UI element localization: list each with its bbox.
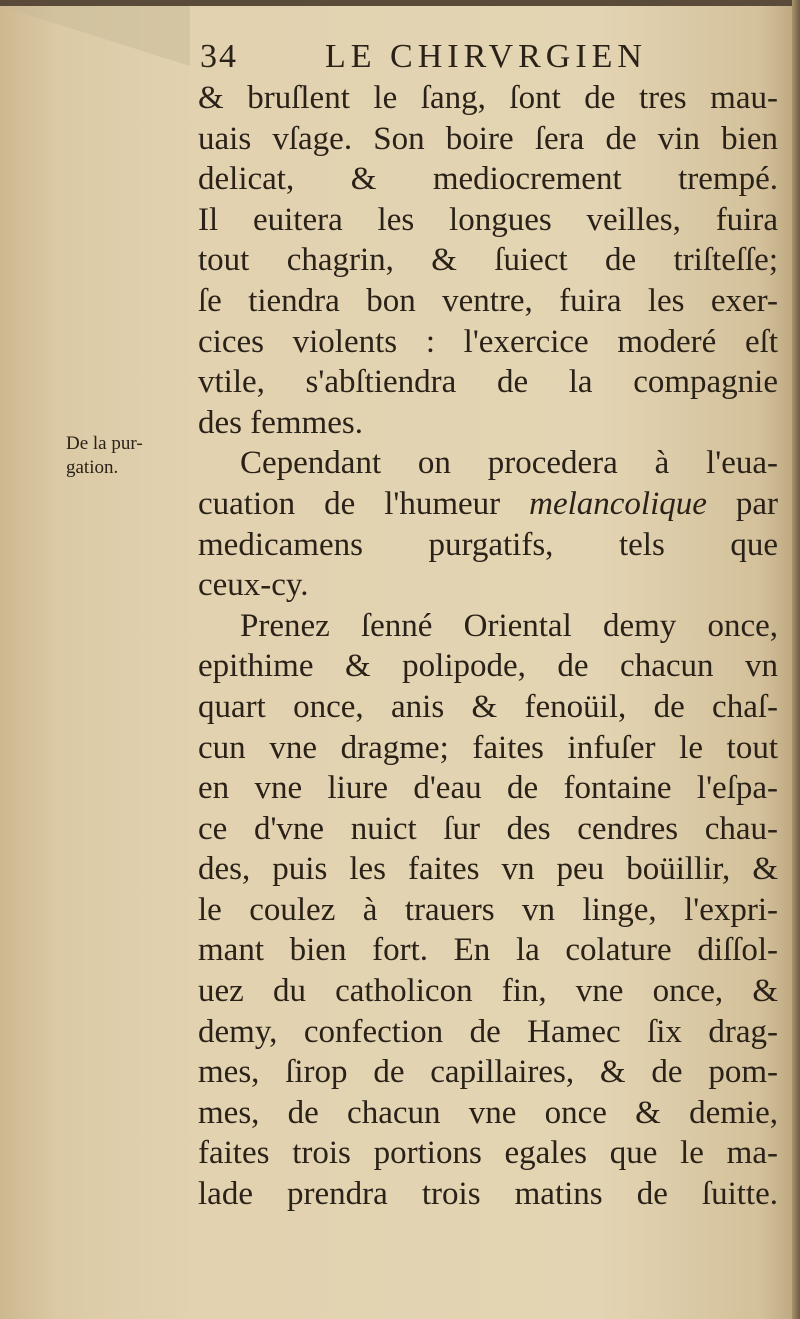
text-segment: par: [735, 485, 778, 522]
text-line: Prenez ſenné Oriental demy once,: [240, 607, 778, 644]
page-right-edge: [792, 0, 800, 1319]
text-line: medicamens purgatifs, tels que: [198, 526, 778, 563]
text-line: quart once, anis & fenoüil, de chaſ-: [198, 688, 778, 725]
text-line: mant bien fort. En la colature diſſol-: [198, 932, 778, 969]
text-line: faites trois portions egales que le ma-: [198, 1135, 778, 1172]
text-line: vtile, s'abſtiendra de la compagnie: [198, 364, 778, 401]
text-line: mes, ſirop de capillaires, & de pom-: [198, 1054, 778, 1091]
text-line: uez du catholicon fin, vne once, &: [198, 973, 778, 1010]
text-line: uais vſage. Son boire ſera de vin bien: [198, 120, 778, 157]
text-line: des femmes.: [198, 404, 363, 441]
text-line: ce d'vne nuict ſur des cendres chau-: [198, 810, 778, 847]
page-number: 34: [200, 38, 238, 75]
text-line: le coulez à trauers vn linge, l'expri-: [198, 891, 778, 928]
text-line: des, puis les faites vn peu boüillir, &: [198, 851, 778, 888]
text-line: cun vne dragme; faites infuſer le tout: [198, 729, 778, 766]
text-line: delicat, & mediocrement trempé.: [198, 161, 778, 198]
text-line: ceux-cy.: [198, 567, 309, 604]
text-line: cices violents : l'exercice moderé eſt: [198, 323, 778, 360]
running-title: LE CHIRVRGIEN: [325, 38, 647, 75]
marginal-note-line: De la pur-: [66, 433, 143, 454]
text-line: ſe tiendra bon ventre, fuira les exer-: [198, 282, 778, 319]
text-line: en vne liure d'eau de fontaine l'eſpa-: [198, 770, 778, 807]
text-line: & bruſlent le ſang, ſont de tres mau-: [198, 80, 778, 116]
text-line: demy, confection de Hamec ſix drag-: [198, 1013, 778, 1050]
text-line: Cependant on procedera à l'eua-: [240, 445, 778, 482]
text-line: tout chagrin, & ſuiect de triſteſſe;: [198, 242, 778, 279]
text-line: Il euitera les longues veilles, fuira: [198, 201, 778, 238]
marginal-note-line: gation.: [66, 457, 119, 478]
text-line-with-italic: [198, 484, 778, 525]
text-line: lade prendra trois matins de ſuitte.: [198, 1176, 778, 1213]
marginal-note: [66, 432, 196, 480]
italic-word: melancolique: [529, 485, 707, 522]
text-line: mes, de chacun vne once & demie,: [198, 1094, 778, 1131]
text-segment: cuation de l'humeur: [198, 485, 501, 522]
text-line: epithime & polipode, de chacun vn: [198, 648, 778, 685]
body-text: [198, 78, 778, 1215]
folded-corner: [0, 6, 190, 66]
